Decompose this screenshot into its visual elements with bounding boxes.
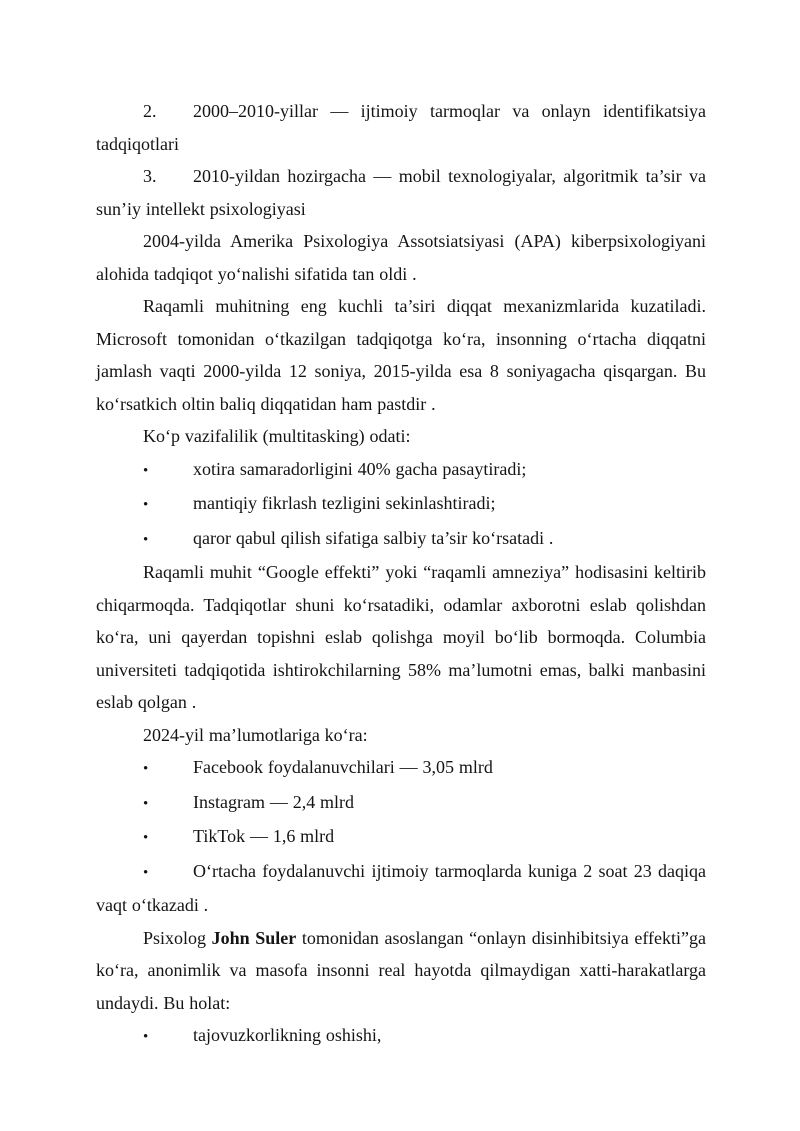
list-number: 3. <box>143 166 157 186</box>
text-run: Raqamli muhit “Google effekti” yoki “raqamli amneziya” hodisasini keltirib chiqarmoqda. Tadqiqotlar shuni koʻrsatadiki, odamlar axborotni eslab qolishdan koʻra, uni qayerdan topishni eslab qolishga moyil boʻlib bormoqda. Columbia universiteti tadqiqotida ishtirokchilarning 58% ma’lumotni emas, balki manbasini eslab qolgan . <box>96 562 706 712</box>
paragraph <box>96 420 706 453</box>
bullet-icon: • <box>143 497 149 513</box>
bullet-item <box>96 1019 706 1054</box>
paragraph <box>96 290 706 420</box>
bullet-item <box>96 855 706 922</box>
bullet-item <box>96 786 706 821</box>
bullet-icon: • <box>143 462 149 479</box>
text-run: mantiqiy fikrlash tezligini sekinlashtiradi; <box>193 493 496 513</box>
bullet-item <box>96 751 706 786</box>
paragraph <box>96 719 706 752</box>
text-run: Facebook foydalanuvchilari — 3,05 mlrd <box>193 757 493 777</box>
text-run: Psixolog <box>143 927 212 948</box>
text-run: tajovuzkorlikning oshishi, <box>193 1025 382 1045</box>
text-run: Oʻrtacha foydalanuvchi ijtimoiy tarmoqlarda kuniga 2 soat 23 daqiqa vaqt oʻtkazadi . <box>96 860 706 915</box>
bullet-icon: • <box>143 864 149 881</box>
bullet-item <box>96 522 706 557</box>
text-run: Instagram — 2,4 mlrd <box>193 791 355 812</box>
bullet-icon: • <box>143 1029 149 1045</box>
paragraph <box>96 922 706 1020</box>
numbered-item <box>96 95 706 160</box>
text-run: qaror qabul qilish sifatiga salbiy ta’sir koʻrsatadi . <box>193 527 554 548</box>
paragraph <box>96 225 706 290</box>
text-run: 2024-yil ma’lumotlariga koʻra: <box>143 724 368 745</box>
bullet-item <box>96 820 706 855</box>
list-number: 2. <box>143 101 157 121</box>
text-run: xotira samaradorligini 40% gacha pasaytiradi; <box>193 458 527 479</box>
text-run: Raqamli muhitning eng kuchli ta’siri diqqat mexanizmlarida kuzatiladi. Microsoft tomonidan oʻtkazilgan tadqiqotga koʻra, insonning oʻrtacha diqqatni jamlash vaqti 2000-yilda 12 soniya, 2015-yilda esa 8 soniyagacha qisqargan. Bu koʻrsatkich oltin baliq diqqatidan ham pastdir . <box>96 296 706 414</box>
bullet-item <box>96 487 706 522</box>
numbered-item <box>96 160 706 225</box>
bullet-icon: • <box>143 761 149 777</box>
bullet-icon: • <box>143 531 149 548</box>
bullet-icon: • <box>143 795 149 812</box>
bullet-icon: • <box>143 830 149 846</box>
text-run: 2000–2010-yillar — ijtimoiy tarmoqlar va onlayn identifikatsiya tadqiqotlari <box>96 101 706 154</box>
paragraph <box>96 556 706 719</box>
text-run: tomonidan asoslangan “onlayn disinhibitsiya effekti”ga koʻra, anonimlik va masofa insonni real hayotda qilmaydigan xatti-harakatlarga undaydi. Bu holat: <box>96 927 706 1013</box>
bullet-item <box>96 453 706 488</box>
bold-text: John Suler <box>211 927 297 948</box>
text-run: 2010-yildan hozirgacha — mobil texnologiyalar, algoritmik ta’sir va sun’iy intellekt psixologiyasi <box>96 166 706 219</box>
document-body <box>96 95 706 1054</box>
text-run: Koʻp vazifalilik (multitasking) odati: <box>143 426 411 446</box>
text-run: TikTok — 1,6 mlrd <box>193 826 335 846</box>
text-run: 2004-yilda Amerika Psixologiya Assotsiatsiyasi (APA) kiberpsixologiyani alohida tadqiqot yoʻnalishi sifatida tan oldi . <box>96 231 706 284</box>
